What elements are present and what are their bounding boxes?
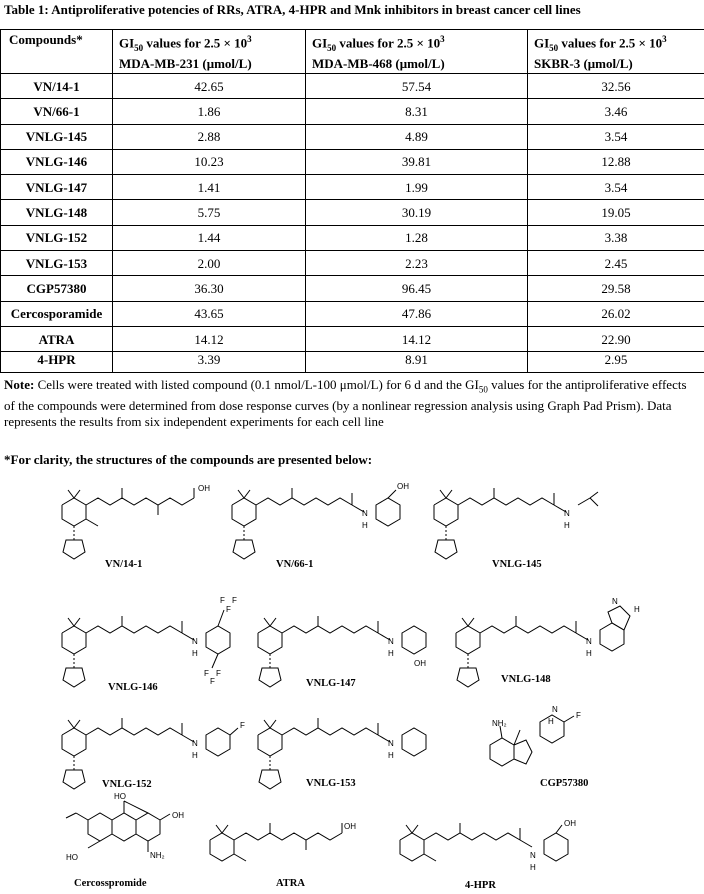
label-cgp57380: CGP57380 (540, 778, 589, 789)
label-vnlg-146: VNLG-146 (108, 682, 158, 693)
svg-text:H: H (388, 649, 394, 658)
skbr3-cell: 32.56 (528, 73, 704, 98)
structure-vn14-1 (62, 488, 194, 559)
table-row (1, 251, 704, 276)
svg-text:H: H (564, 521, 570, 530)
compound-cell: CGP57380 (1, 276, 113, 301)
mda231-cell: 14.12 (113, 326, 306, 351)
svg-text:H: H (362, 521, 368, 530)
compound-cell: Cercosporamide (1, 301, 113, 326)
svg-text:OH: OH (198, 484, 210, 493)
mda468-cell: 8.31 (306, 99, 528, 124)
compound-cell: VNLG-152 (1, 225, 113, 250)
skbr3-cell: 3.38 (528, 225, 704, 250)
svg-text:OH: OH (414, 659, 426, 668)
table-row (1, 276, 704, 301)
note-label: Note: (4, 377, 35, 392)
svg-text:N: N (362, 509, 368, 518)
gi50-table (0, 29, 704, 373)
svg-text:F: F (576, 711, 581, 720)
structure-4-hpr (400, 823, 568, 861)
svg-text:N: N (564, 509, 570, 518)
mda231-cell: 1.41 (113, 175, 306, 200)
svg-text:F: F (204, 669, 209, 678)
svg-text:F: F (232, 596, 237, 605)
label-vn14-1: VN/14-1 (105, 559, 143, 570)
svg-text:NH₂: NH₂ (150, 851, 165, 860)
svg-text:OH: OH (564, 819, 576, 828)
svg-text:F: F (220, 596, 225, 605)
mda468-cell: 8.91 (306, 352, 528, 373)
skbr3-cell: 29.58 (528, 276, 704, 301)
compound-cell: VN/66-1 (1, 99, 113, 124)
svg-text:H: H (192, 649, 198, 658)
mda231-cell: 2.88 (113, 124, 306, 149)
table-row (1, 225, 704, 250)
structure-cercosporamide (66, 801, 170, 852)
mda468-cell: 2.23 (306, 251, 528, 276)
mda468-cell: 1.99 (306, 175, 528, 200)
header-compounds-text: Compounds* (9, 32, 83, 47)
structure-vnlg-145 (434, 488, 598, 559)
mda231-cell: 1.86 (113, 99, 306, 124)
svg-text:OH: OH (397, 482, 409, 491)
svg-text:H: H (548, 717, 554, 726)
svg-text:HO: HO (66, 853, 78, 862)
mda231-cell: 10.23 (113, 149, 306, 174)
svg-text:N: N (388, 637, 394, 646)
header-mda468: $GI_{50}$ values for $2.5 \times 10^3$ MDA-MB-468 (μmol/L) (306, 30, 528, 74)
header-mda231: $GI_{50}$ values for $2.5 \times 10^3$ MDA-MB-231 (μmol/L) (113, 30, 306, 74)
compound-cell: VNLG-153 (1, 251, 113, 276)
mda468-cell: 14.12 (306, 326, 528, 351)
clarity-statement: *For clarity, the structures of the compounds are presented below: (4, 452, 373, 467)
compound-cell: VNLG-145 (1, 124, 113, 149)
table-row (1, 73, 704, 98)
label-cercosporamide: Cercosspromide (74, 878, 147, 889)
svg-text:N: N (552, 705, 558, 714)
compound-cell: VN/14-1 (1, 73, 113, 98)
mda231-cell: 43.65 (113, 301, 306, 326)
structures-figure (0, 470, 704, 894)
svg-text:OH: OH (344, 822, 356, 831)
label-vn66-1: VN/66-1 (276, 559, 314, 570)
svg-text:H: H (530, 863, 536, 872)
skbr3-cell: 2.45 (528, 251, 704, 276)
label-4-hpr: 4-HPR (465, 880, 496, 891)
mda468-cell: 1.28 (306, 225, 528, 250)
table-title: Table 1: Antiproliferative potencies of RRs, ATRA, 4-HPR and Mnk inhibitors in breast cancer cell lines (4, 2, 581, 17)
compound-cell: VNLG-148 (1, 200, 113, 225)
svg-text:H: H (192, 751, 198, 760)
header-skbr3: $GI_{50}$ values for $2.5 \times 10^3$ SKBR-3 (μmol/L) (528, 30, 704, 74)
table-row (1, 352, 704, 373)
table-row (1, 149, 704, 174)
table-row (1, 326, 704, 351)
table-row (1, 175, 704, 200)
skbr3-cell: 3.54 (528, 124, 704, 149)
label-vnlg-148: VNLG-148 (501, 674, 551, 685)
skbr3-cell: 2.95 (528, 352, 704, 373)
svg-text:F: F (226, 605, 231, 614)
mda231-cell: 5.75 (113, 200, 306, 225)
svg-text:N: N (388, 739, 394, 748)
mda468-cell: 4.89 (306, 124, 528, 149)
mda468-cell: 47.86 (306, 301, 528, 326)
svg-text:N: N (192, 637, 198, 646)
svg-text:HO: HO (114, 792, 126, 801)
svg-text:NH₂: NH₂ (492, 719, 507, 728)
mda231-cell: 2.00 (113, 251, 306, 276)
skbr3-cell: 12.88 (528, 149, 704, 174)
compound-cell: ATRA (1, 326, 113, 351)
mda231-cell: 42.65 (113, 73, 306, 98)
svg-text:N: N (586, 637, 592, 646)
svg-text:H: H (586, 649, 592, 658)
mda231-cell: 1.44 (113, 225, 306, 250)
skbr3-cell: 19.05 (528, 200, 704, 225)
label-atra: ATRA (276, 878, 305, 889)
header-compounds (1, 30, 113, 74)
mda468-cell: 39.81 (306, 149, 528, 174)
label-vnlg-152: VNLG-152 (102, 779, 152, 790)
note-text: Cells were treated with listed compound (0.1 nmol/L-100 μmol/L) for 6 d and the $GI_{50}$ values for the antiproliferative effects of the compounds were determined from dose response curves (by a nonlinear regression analysis using Graph Pad Prism). Data represents the results from six independent experiments for each cell line (4, 377, 687, 429)
label-vnlg-147: VNLG-147 (306, 678, 356, 689)
svg-text:F: F (240, 721, 245, 730)
svg-text:H: H (388, 751, 394, 760)
svg-text:F: F (210, 677, 215, 686)
table-note (4, 377, 700, 430)
svg-text:OH: OH (172, 811, 184, 820)
mda468-cell: 57.54 (306, 73, 528, 98)
label-vnlg-145: VNLG-145 (492, 559, 542, 570)
svg-text:N: N (530, 851, 536, 860)
svg-text:N: N (192, 739, 198, 748)
compound-cell: 4-HPR (1, 352, 113, 373)
structure-atra (210, 823, 342, 861)
skbr3-cell: 22.90 (528, 326, 704, 351)
table-row (1, 124, 704, 149)
mda468-cell: 30.19 (306, 200, 528, 225)
svg-text:N: N (612, 597, 618, 606)
mda231-cell: 36.30 (113, 276, 306, 301)
table-header-row (1, 30, 704, 74)
svg-text:F: F (216, 669, 221, 678)
mda468-cell: 96.45 (306, 276, 528, 301)
label-vnlg-153: VNLG-153 (306, 778, 356, 789)
table-row (1, 99, 704, 124)
skbr3-cell: 26.02 (528, 301, 704, 326)
table-row (1, 301, 704, 326)
svg-text:H: H (634, 605, 640, 614)
structure-vn66-1 (232, 488, 400, 559)
structure-vnlg-147 (258, 616, 426, 687)
mda231-cell: 3.39 (113, 352, 306, 373)
compound-cell: VNLG-146 (1, 149, 113, 174)
skbr3-cell: 3.46 (528, 99, 704, 124)
skbr3-cell: 3.54 (528, 175, 704, 200)
table-row (1, 200, 704, 225)
compound-cell: VNLG-147 (1, 175, 113, 200)
